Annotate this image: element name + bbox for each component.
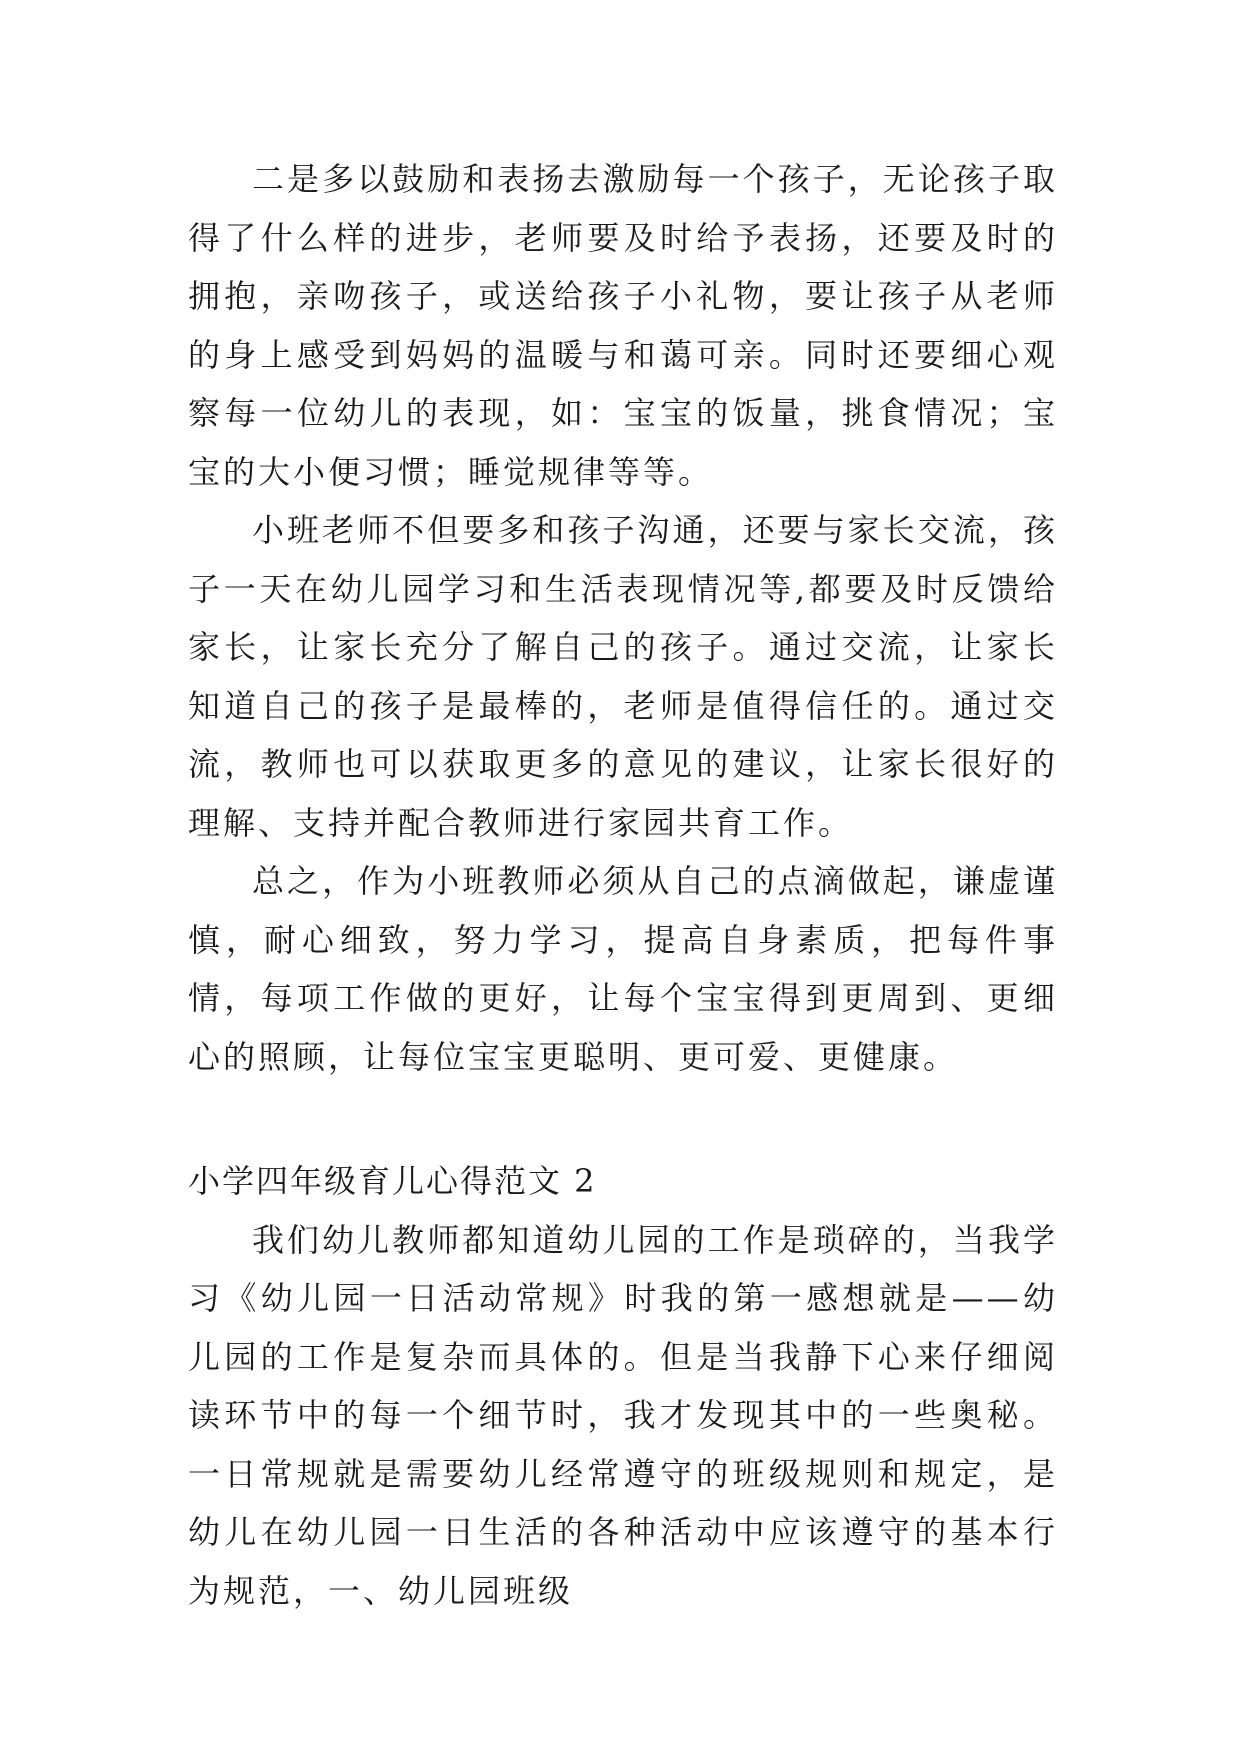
section-title: 小学四年级育儿心得范文 2 — [188, 1162, 597, 1200]
paragraph-parent-communication: 小班老师不但要多和孩子沟通，还要与家长交流，孩子一天在幼儿园学习和生活表现情况等,都要及时反馈给家长，让家长充分了解自己的孩子。通过交流，让家长知道自己的孩子是最棒的，老师是值得信任的。通过交流，教师也可以获取更多的意见的建议，让家长很好的理解、支持并配合教师进行家园共育工作。 — [188, 511, 1058, 842]
paragraph-daily-routine: 我们幼儿教师都知道幼儿园的工作是琐碎的，当我学习《幼儿园一日活动常规》时我的第一感想就是——幼儿园的工作是复杂而具体的。但是当我静下心来仔细阅读环节中的每一个细节时，我才发现其中的一些奥秘。一日常规就是需要幼儿经常遵守的班级规则和规定，是幼儿在幼儿园一日生活的各种活动中应该遵守的基本行为规范，一、幼儿园班级 — [188, 1220, 1058, 1610]
paragraph-encouragement: 二是多以鼓励和表扬去激励每一个孩子，无论孩子取得了什么样的进步，老师要及时给予表扬，还要及时的拥抱，亲吻孩子，或送给孩子小礼物，要让孩子从老师的身上感受到妈妈的温暖与和蔼可亲。同时还要细心观察每一位幼儿的表现，如：宝宝的饭量，挑食情况；宝宝的大小便习惯；睡觉规律等等。 — [188, 160, 1058, 491]
paragraph-conclusion: 总之，作为小班教师必须从自己的点滴做起，谦虚谨慎，耐心细致，努力学习，提高自身素质，把每件事情，每项工作做的更好，让每个宝宝得到更周到、更细心的照顾，让每位宝宝更聪明、更可爱、更健康。 — [188, 862, 1058, 1076]
document-body — [188, 150, 1058, 1620]
